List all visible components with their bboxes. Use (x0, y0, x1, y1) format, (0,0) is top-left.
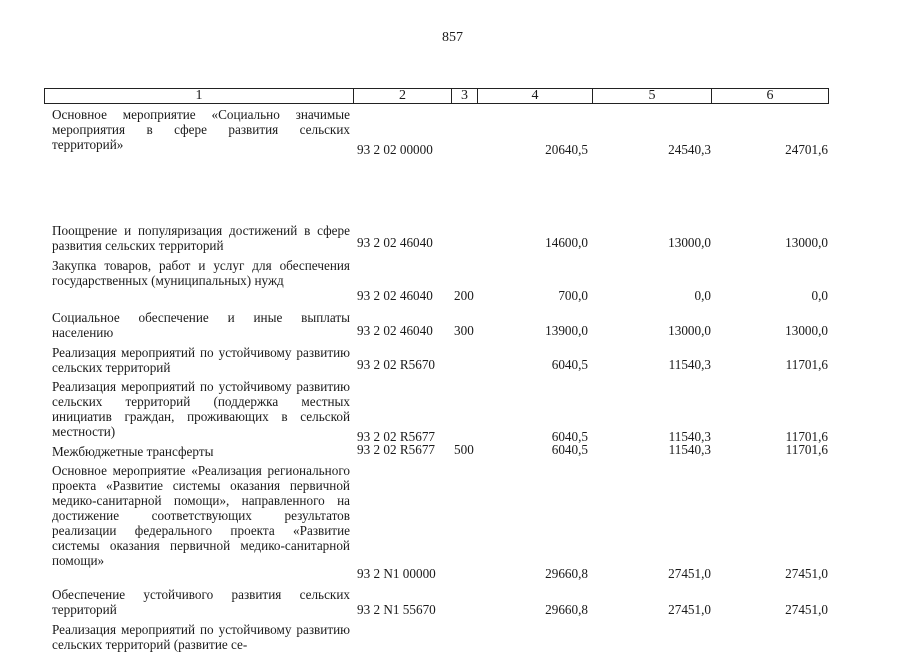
row-value-col6: 24701,6 (785, 142, 828, 157)
row-value-col4: 6040,5 (551, 429, 588, 444)
row-code: 93 2 N1 00000 (357, 566, 436, 581)
row-value-col6: 13000,0 (785, 235, 828, 250)
row-name: Реализация мероприятий по устойчивому развитию сельских территорий (52, 345, 350, 375)
row-code: 93 2 02 46040 (357, 235, 433, 250)
column-header-table (44, 88, 829, 104)
row-value-col5: 13000,0 (668, 235, 711, 250)
column-header-4: 4 (478, 89, 593, 104)
column-header-row (45, 89, 829, 104)
row-value-col5: 11540,3 (668, 442, 711, 457)
row-value-col6: 27451,0 (785, 566, 828, 581)
row-name: Социальное обеспечение и иные выплаты населению (52, 310, 350, 340)
row-name: Поощрение и популяризация достижений в сфере развития сельских территорий (52, 223, 350, 253)
row-value-col4: 13900,0 (545, 323, 588, 338)
row-code: 93 2 02 00000 (357, 142, 433, 157)
row-expense-type: 300 (454, 323, 474, 338)
page-number: 857 (442, 30, 463, 45)
row-code: 93 2 02 R5677 (357, 442, 436, 457)
row-value-col5: 27451,0 (668, 602, 711, 617)
row-value-col5: 13000,0 (668, 323, 711, 338)
column-header-5: 5 (593, 89, 712, 104)
row-value-col4: 29660,8 (545, 566, 588, 581)
column-header-1: 1 (45, 89, 354, 104)
row-value-col4: 6040,5 (551, 357, 588, 372)
row-name: Закупка товаров, работ и услуг для обеспечения государственных (муниципальных) нужд (52, 258, 350, 288)
row-code: 93 2 02 46040 (357, 323, 433, 338)
row-name: Реализация мероприятий по устойчивому развитию сельских территорий (развитие се- (52, 622, 350, 652)
row-value-col4: 6040,5 (551, 442, 588, 457)
row-name: Межбюджетные трансферты (52, 444, 214, 459)
budget-table-body (0, 107, 905, 652)
column-header-2: 2 (354, 89, 452, 104)
row-name: Основное мероприятие «Социально значимые мероприятия в сфере развития сельских территорий» (52, 107, 350, 152)
row-code: 93 2 02 R5677 (357, 429, 436, 444)
row-value-col6: 11701,6 (785, 429, 828, 444)
column-header-6: 6 (712, 89, 829, 104)
row-value-col6: 13000,0 (785, 323, 828, 338)
row-value-col5: 11540,3 (668, 357, 711, 372)
row-code: 93 2 02 R5670 (357, 357, 436, 372)
row-code: 93 2 N1 55670 (357, 602, 436, 617)
table-row (0, 107, 905, 167)
row-value-col6: 27451,0 (785, 602, 828, 617)
row-expense-type: 200 (454, 288, 474, 303)
row-name: Основное мероприятие «Реализация регионального проекта «Развитие системы оказания первичной медико-санитарной помощи», направленного на достижение соответствующих результатов реализации федерального проекта «Развитие системы оказания первичной медико-санитарной помощи» (52, 463, 350, 568)
row-value-col4: 29660,8 (545, 602, 588, 617)
row-value-col5: 24540,3 (668, 142, 711, 157)
row-name: Обеспечение устойчивого развития сельских территорий (52, 587, 350, 617)
row-code: 93 2 02 46040 (357, 288, 433, 303)
row-value-col4: 14600,0 (545, 235, 588, 250)
row-value-col6: 11701,6 (785, 357, 828, 372)
row-value-col6: 0,0 (811, 288, 828, 303)
row-value-col5: 27451,0 (668, 566, 711, 581)
row-value-col6: 11701,6 (785, 442, 828, 457)
row-expense-type: 500 (454, 442, 474, 457)
column-header-3: 3 (452, 89, 478, 104)
row-value-col5: 0,0 (694, 288, 711, 303)
row-value-col5: 11540,3 (668, 429, 711, 444)
row-value-col4: 700,0 (558, 288, 588, 303)
row-name: Реализация мероприятий по устойчивому развитию сельских территорий (поддержка местных инициатив граждан, проживающих в сельской местности) (52, 379, 350, 439)
row-value-col4: 20640,5 (545, 142, 588, 157)
